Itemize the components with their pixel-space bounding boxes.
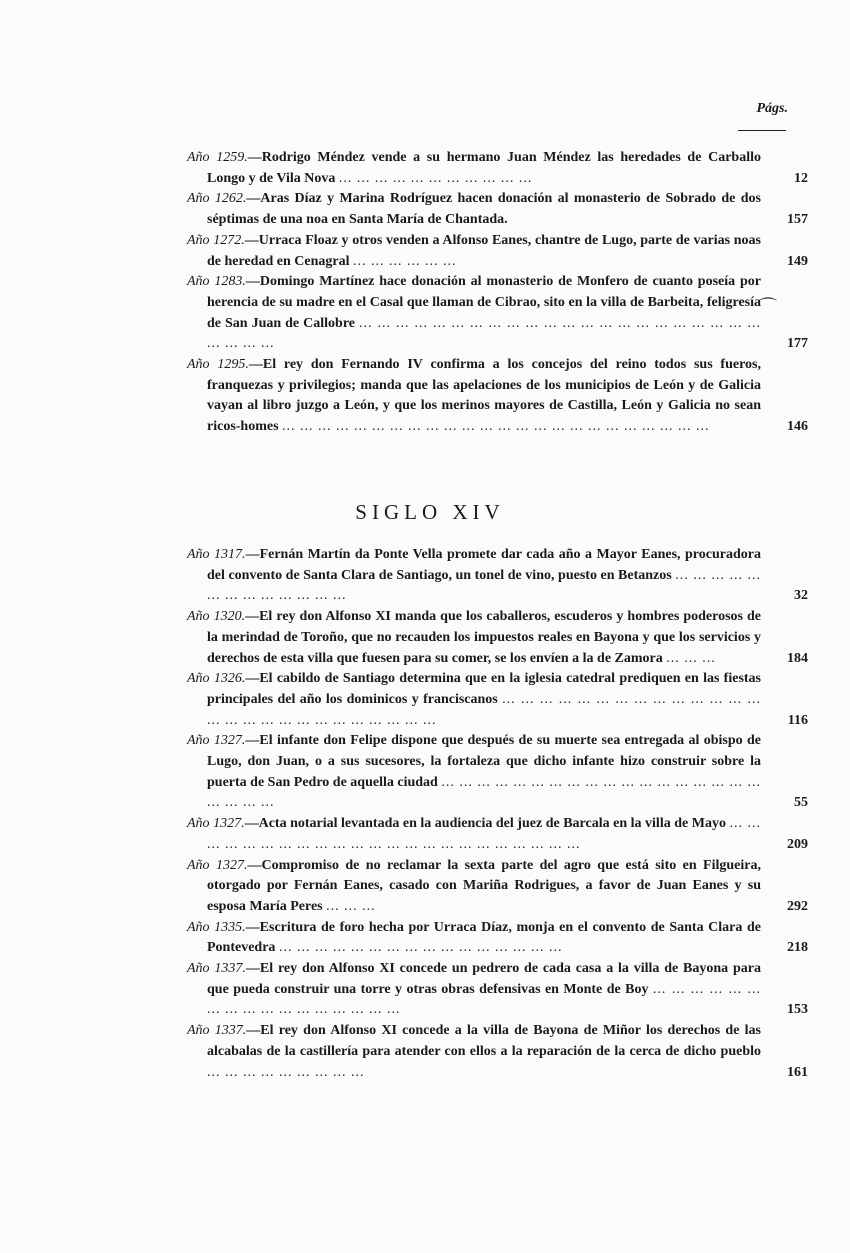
entry-year: Año 1320. <box>187 609 246 625</box>
entry-leader-dots: ... ... ... ... ... ... ... ... ... ... ... ... ... ... ... ... ... ... ... ... ... ... ... ... <box>282 419 710 435</box>
entry-year: Año 1272. <box>187 232 245 248</box>
index-entry <box>187 272 808 355</box>
entry-leader-dots: ... ... ... <box>666 650 716 666</box>
entry-year: Año 1337. <box>187 961 246 977</box>
entry-page-number: 149 <box>787 253 808 269</box>
entry-description: —Aras Díaz y Marina Rodríguez hacen donación al monasterio de Sobrado de dos séptimas de una noa en Santa María de Chantada. <box>207 191 761 228</box>
index-entry <box>187 607 808 669</box>
entry-description: —El rey don Alfonso XI concede a la villa de Bayona de Miñor los derechos de las alcabalas de la castillería para atender con ellos a la reparación de la cerca de dicho pueblo <box>207 1023 761 1059</box>
entry-leader-dots: ... ... ... <box>326 898 376 914</box>
entry-list <box>0 148 850 438</box>
index-entry <box>187 231 808 272</box>
entry-page-number: 116 <box>787 712 808 728</box>
entry-year: Año 1259. <box>187 150 248 165</box>
entry-year: Año 1317. <box>187 547 246 562</box>
entry-description: —El cabildo de Santiago determina que en la iglesia catedral prediquen en las fiestas principales del año los dominicos y franciscanos <box>207 671 761 707</box>
section-siglo-xiv <box>0 500 850 1083</box>
index-entry <box>187 856 808 918</box>
margin-mark: ⌒ <box>759 297 777 317</box>
header-rule <box>738 130 786 131</box>
index-entry <box>187 355 808 438</box>
entry-page-number: 218 <box>787 940 808 956</box>
entry-page-number: 161 <box>787 1064 808 1080</box>
entry-year: Año 1327. <box>187 816 245 832</box>
entry-description: —El rey don Fernando IV confirma a los concejos del reino todos sus fueros, franquezas y privilegios; manda que las apelaciones de los municipios de León y de Galicia vayan al libro juzgo a León, y que los merinos mayores de Castilla, León y Galicia no sean ricos-homes <box>207 357 762 435</box>
entry-page-number: 146 <box>787 419 808 435</box>
entry-page-number: 177 <box>787 336 808 352</box>
entry-year: Año 1335. <box>187 919 246 935</box>
entry-leader-dots: ... ... ... ... ... ... ... ... ... ... ... ... ... ... ... ... ... ... ... ... ... ... ... ... ... ... ... <box>207 691 762 728</box>
index-entry <box>187 731 808 814</box>
entry-leader-dots: ... ... ... ... ... ... ... ... ... ... ... ... ... ... ... ... ... <box>207 981 762 1018</box>
section-title: SIGLO XIV <box>355 500 505 524</box>
entry-description: —El rey don Alfonso XI manda que los caballeros, escuderos y hombres poderosos de la merindad de Toroño, que no recauden los impuestos reales en Bayona y que los servicios y derechos de esta villa que fuesen para su comer, se los envíen a la de Zamora <box>207 609 761 666</box>
entry-page-number: 55 <box>794 795 808 811</box>
entry-year: Año 1295. <box>187 357 249 373</box>
entry-description: —El infante don Felipe dispone que después de su muerte sea entregada al obispo de Lugo, don Juan, o a sus sucesores, la fortaleza que dicho infante hizo construir sobre la puerta de San Pedro de aquella ciudad <box>207 733 761 790</box>
entry-description: —Domingo Martínez hace donación al monasterio de Monfero de cuanto poseía por herencia de su madre en el Casal que llaman de Cibrao, sito en la villa de Barbeita, feligresía de San Juan de Callobre <box>207 274 761 331</box>
entry-year: Año 1327. <box>187 857 248 873</box>
entry-page-number: 32 <box>794 588 808 604</box>
index-entry <box>187 918 808 959</box>
index-entry <box>187 148 808 189</box>
entry-description: —Urraca Floaz y otros venden a Alfonso Eanes, chantre de Lugo, parte de varias noas de heredad en Cenagral <box>207 232 761 269</box>
entry-description: —Acta notarial levantada en la audiencia del juez de Barcala en la villa de Mayo <box>244 816 726 832</box>
entry-list <box>0 545 850 1083</box>
entry-page-number: 292 <box>787 898 808 914</box>
entry-leader-dots: ... ... ... ... ... ... ... ... ... ... ... ... ... ... ... ... <box>278 940 563 956</box>
index-entry <box>187 959 808 1021</box>
entry-leader-dots: ... ... ... ... ... ... ... ... ... ... ... <box>338 170 533 186</box>
entry-leader-dots: ... ... ... ... ... ... ... ... ... <box>207 1064 365 1080</box>
entry-leader-dots: ... ... ... ... ... ... ... ... ... ... ... ... ... ... ... ... ... ... ... ... ... ... ... ... ... ... <box>207 315 761 352</box>
entry-year: Año 1327. <box>187 733 246 749</box>
index-entry <box>187 669 808 731</box>
entry-description: —El rey don Alfonso XI concede un pedrero de cada casa a la villa de Bayona para que pueda construir una torre y otras obras defensivas en Monte de Boy <box>207 961 761 997</box>
index-entry <box>187 545 808 607</box>
entry-leader-dots: ... ... ... ... ... ... ... ... ... ... ... ... ... ... ... ... ... ... ... ... ... ... ... <box>207 816 761 852</box>
entry-description: —Escritura de foro hecha por Urraca Díaz, monja en el convento de Santa Clara de Pontevedra <box>207 919 761 956</box>
entry-year: Año 1283. <box>187 274 246 290</box>
index-entry <box>187 1021 808 1083</box>
entry-leader-dots: ... ... ... ... ... ... <box>352 253 457 269</box>
section-thirteenth-century <box>0 148 850 438</box>
entry-year: Año 1326. <box>187 671 246 687</box>
entry-description: —Fernán Martín da Ponte Vella promete dar cada año a Mayor Eanes, procuradora del convento de Santa Clara de Santiago, un tonel de vino, puesto en Betanzos <box>207 547 761 583</box>
entry-year: Año 1262. <box>187 191 247 207</box>
entry-page-number: 12 <box>794 170 808 186</box>
entry-leader-dots: ... ... ... ... ... ... ... ... ... ... ... ... ... ... ... ... ... ... ... ... ... ... <box>207 774 762 811</box>
entry-page-number: 209 <box>787 836 808 852</box>
entry-page-number: 153 <box>787 1002 808 1018</box>
entry-year: Año 1337. <box>187 1023 247 1039</box>
index-entry <box>187 814 808 855</box>
entry-page-number: 184 <box>787 650 808 666</box>
index-entry <box>187 189 808 230</box>
pages-column-header: Págs. <box>756 101 788 116</box>
entry-leader-dots: ... ... ... ... ... ... ... ... ... ... ... ... ... <box>207 567 762 604</box>
entry-description: —Compromiso de no reclamar la sexta parte del agro que está sito en Filgueira, otorgado por Fernán Eanes, casado con Mariña Rodrigues, a favor de Juan Eanes y su esposa María Peres <box>207 857 761 914</box>
entry-description: —Rodrigo Méndez vende a su hermano Juan Méndez las heredades de Carballo Longo y de Vila Nova <box>207 150 761 186</box>
entry-page-number: 157 <box>787 212 808 228</box>
